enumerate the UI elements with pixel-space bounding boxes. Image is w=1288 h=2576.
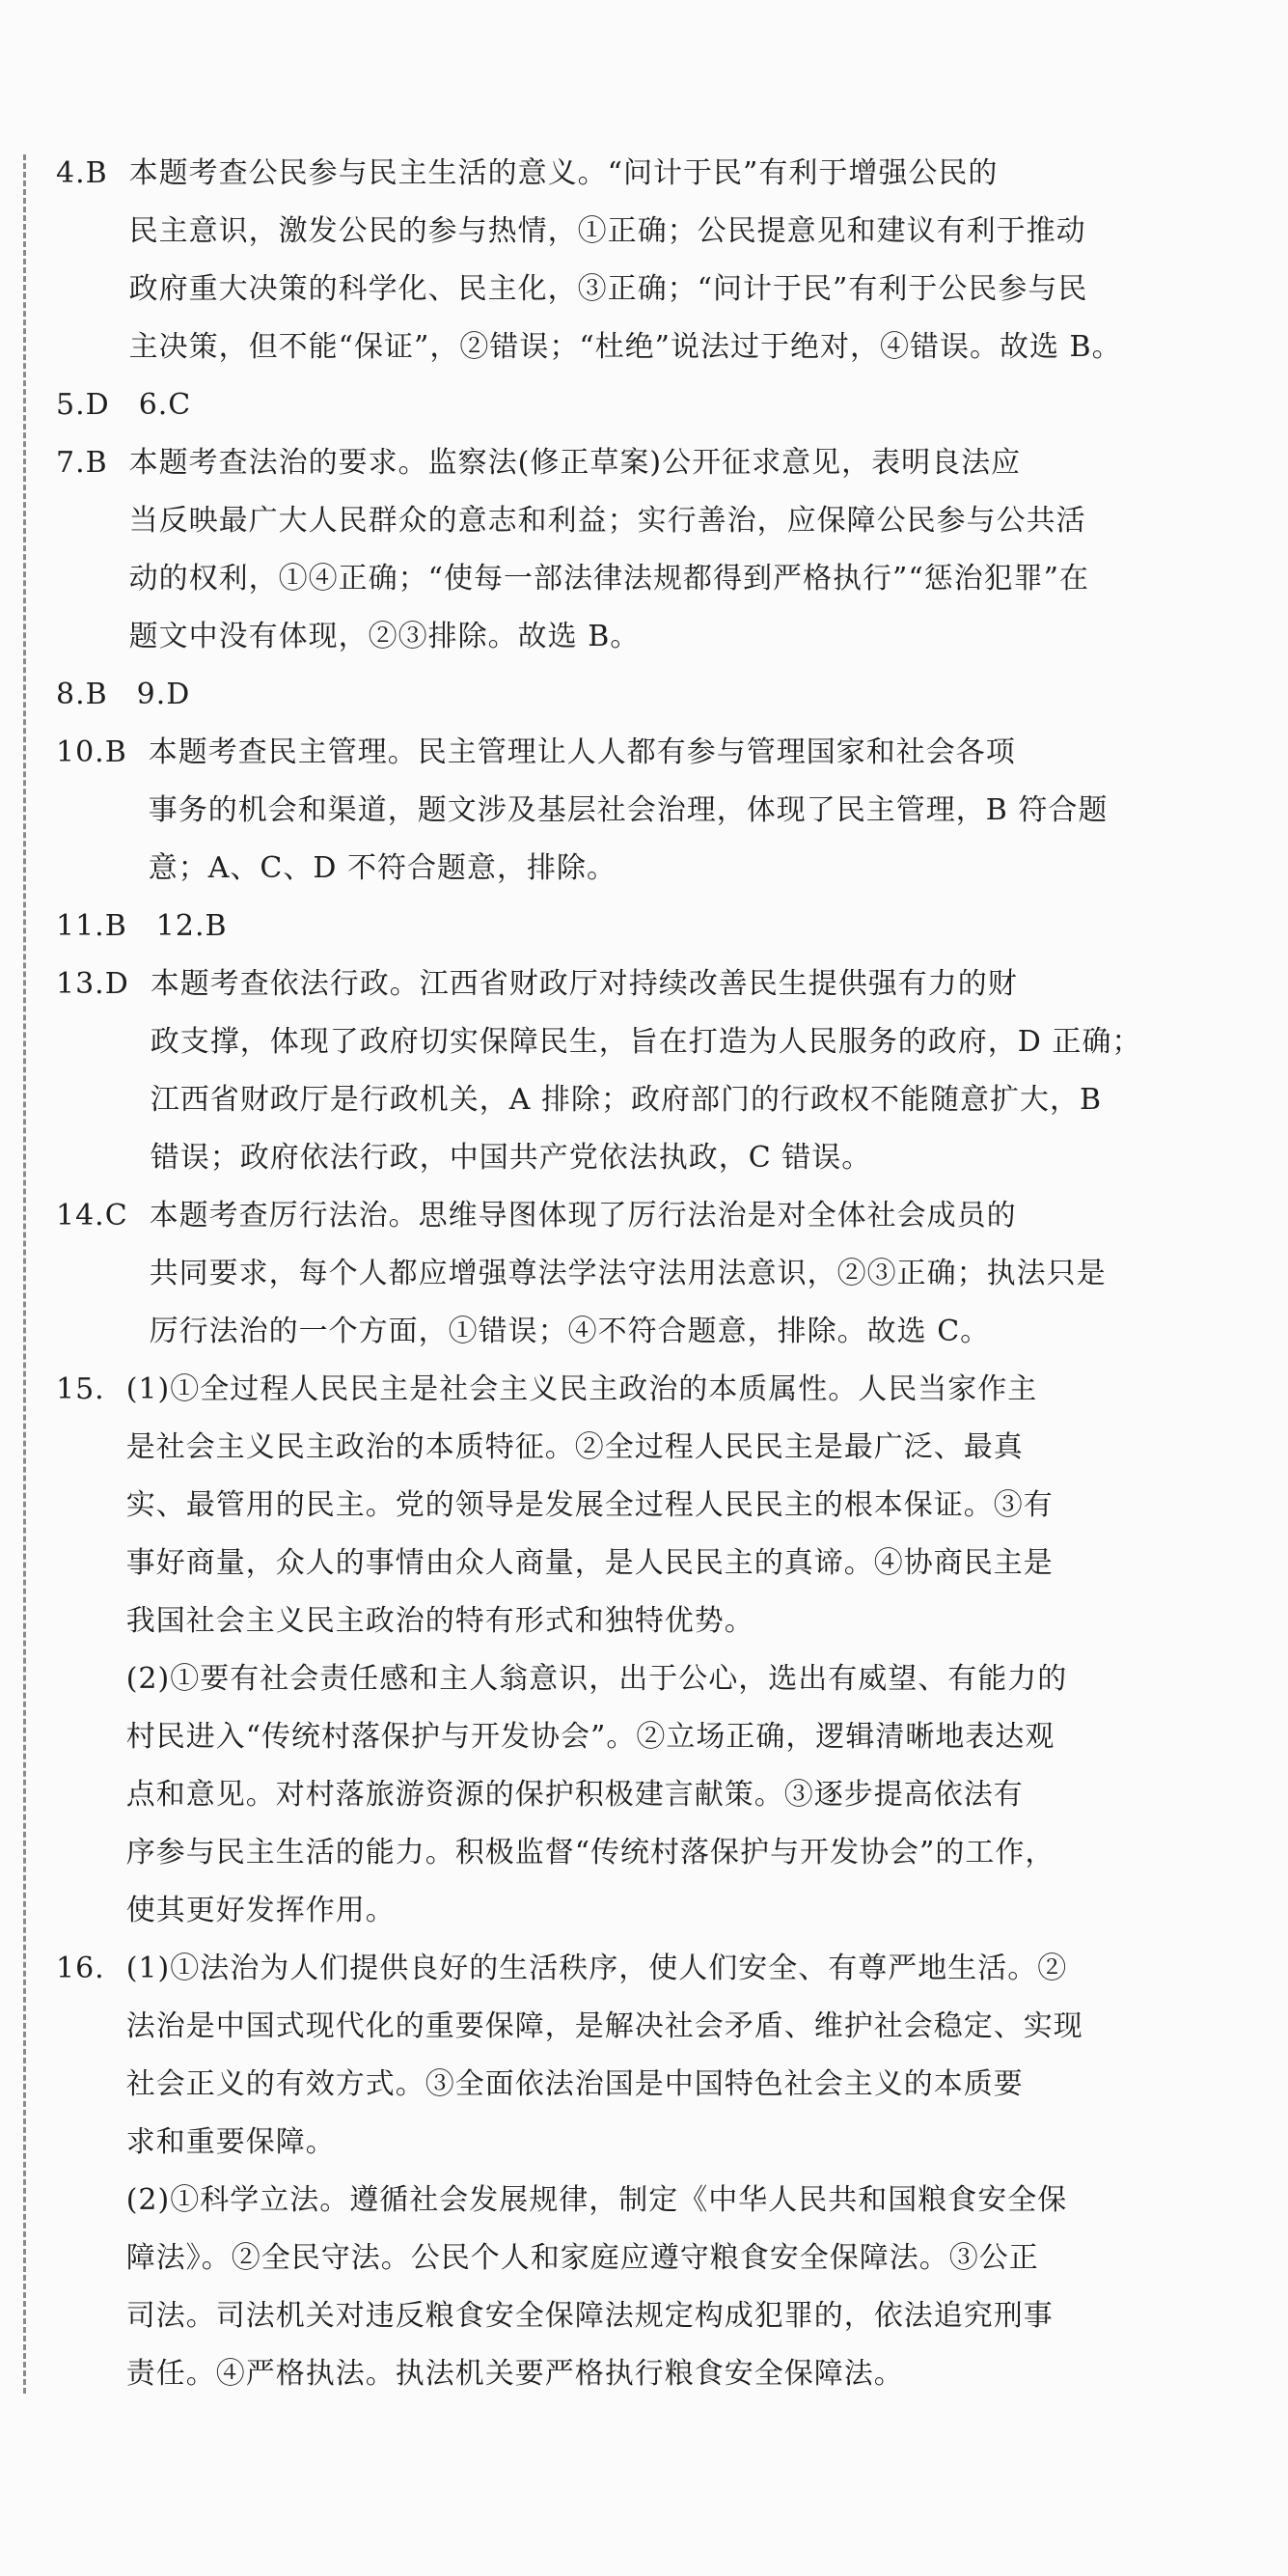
explanation-line: 法治是中国式现代化的重要保障，是解决社会矛盾、维护社会稳定、实现 <box>125 2009 1083 2043</box>
explanation-line: 使其更好发挥作用。 <box>125 1894 396 1927</box>
explanation-line: 责任。④严格执法。执法机关要严格执行粮食安全保障法。 <box>125 2357 904 2391</box>
explanation-line: 社会正义的有效方式。③全面依法治国是中国特色社会主义的本质要 <box>125 2067 1024 2101</box>
answer-explanation <box>126 1940 1127 2403</box>
explanation-line: 政府重大决策的科学化、民主化，③正确；“问计于民”有利于公民参与民 <box>128 272 1088 306</box>
explanation-line: 序参与民主生活的能力。积极监督“传统村落保护与开发协会”的工作， <box>125 1836 1055 1870</box>
explanation-line: 题文中没有体现，②③排除。故选 B。 <box>128 620 641 653</box>
explanation-line: 实、最管用的民主。党的领导是发展全过程人民民主的根本保证。③有 <box>125 1488 1054 1522</box>
answer-item <box>56 956 1142 1187</box>
answer-number: 8.B <box>56 678 108 711</box>
explanation-line: 本题考查公民参与民主生活的意义。“问计于民”有利于增强公民的 <box>128 156 999 190</box>
answer-number: 14.C <box>56 1199 128 1233</box>
explanation-line: 当反映最广大人民群众的意志和利益；实行善治，应保障公民参与公共活 <box>128 504 1086 538</box>
binding-margin-dashed-line <box>23 154 26 2394</box>
short-answer-row <box>56 666 1127 724</box>
short-answer-row <box>56 898 1127 956</box>
answer-number: 4.B <box>56 156 108 190</box>
answer-number: 16. <box>56 1952 105 1985</box>
explanation-line: 村民进入“传统村落保护与开发协会”。②立场正确，逻辑清晰地表达观 <box>125 1720 1055 1754</box>
answer-item <box>56 434 1127 666</box>
explanation-line: 本题考查民主管理。民主管理让人人都有参与管理国家和社会各项 <box>148 735 1016 769</box>
explanation-line: 动的权利，①④正确；“使每一部法律法规都得到严格执行”“惩治犯罪”在 <box>128 562 1090 596</box>
answer-explanation <box>129 434 1127 666</box>
short-answer-row <box>56 376 1127 434</box>
explanation-line: 江西省财政厅是行政机关，A 排除；政府部门的行政权不能随意扩大，B <box>150 1083 1103 1117</box>
explanation-line: (1)①法治为人们提供良好的生活秩序，使人们安全、有尊严地生活。② <box>125 1952 1068 1985</box>
explanation-line: (2)①科学立法。遵循社会发展规律，制定《中华人民共和国粮食安全保 <box>125 2183 1068 2217</box>
answer-item <box>56 1361 1127 1940</box>
answer-number: 15. <box>56 1372 105 1406</box>
explanation-line: 共同要求，每个人都应增强尊法学法守法用法意识，②③正确；执法只是 <box>149 1257 1107 1290</box>
answer-item <box>56 1187 1127 1361</box>
explanation-line: 事好商量，众人的事情由众人商量，是人民民主的真谛。④协商民主是 <box>125 1546 1054 1580</box>
explanation-line: (1)①全过程人民民主是社会主义民主政治的本质属性。人民当家作主 <box>125 1372 1038 1406</box>
answer-key-content <box>56 145 1142 2403</box>
answer-number: 9.D <box>136 678 191 711</box>
answer-item <box>56 145 1127 376</box>
answer-item <box>56 1940 1127 2403</box>
explanation-line: 我国社会主义民主政治的特有形式和独特优势。 <box>125 1604 754 1638</box>
explanation-line: 点和意见。对村落旅游资源的保护积极建言献策。③逐步提高依法有 <box>125 1778 1024 1812</box>
explanation-line: 司法。司法机关对违反粮食安全保障法规定构成犯罪的，依法追究刑事 <box>125 2299 1054 2333</box>
answer-explanation <box>149 724 1127 898</box>
answer-number: 7.B <box>56 446 108 480</box>
explanation-line: 错误；政府依法行政，中国共产党依法执政，C 错误。 <box>150 1141 872 1175</box>
explanation-line: (2)①要有社会责任感和主人翁意识，出于公心，选出有威望、有能力的 <box>125 1662 1068 1696</box>
answer-explanation <box>129 145 1127 376</box>
explanation-line: 意；A、C、D 不符合题意，排除。 <box>148 851 617 885</box>
explanation-line: 本题考查厉行法治。思维导图体现了厉行法治是对全体社会成员的 <box>149 1199 1017 1233</box>
explanation-line: 厉行法治的一个方面，①错误；④不符合题意，排除。故选 C。 <box>149 1315 991 1348</box>
explanation-line: 民主意识，激发公民的参与热情，①正确；公民提意见和建议有利于推动 <box>128 214 1086 248</box>
explanation-line: 障法》。②全民守法。公民个人和家庭应遵守粮食安全保障法。③公正 <box>125 2241 1039 2275</box>
explanation-line: 本题考查法治的要求。监察法(修正草案)公开征求意见，表明良法应 <box>128 446 1022 480</box>
answer-item <box>56 724 1127 898</box>
explanation-line: 是社会主义民主政治的本质特征。②全过程人民民主是最广泛、最真 <box>125 1430 1024 1464</box>
answer-number: 11.B <box>56 909 127 943</box>
explanation-line: 求和重要保障。 <box>125 2125 336 2159</box>
explanation-line: 事务的机会和渠道，题文涉及基层社会治理，体现了民主管理，B 符合题 <box>148 793 1109 827</box>
answer-explanation <box>150 956 1142 1187</box>
answer-explanation <box>126 1361 1127 1940</box>
answer-number: 12.B <box>155 909 228 943</box>
answer-number: 5.D <box>56 388 110 422</box>
explanation-line: 本题考查依法行政。江西省财政厅对持续改善民生提供强有力的财 <box>150 967 1018 1001</box>
explanation-line: 政支撑，体现了政府切实保障民生，旨在打造为人民服务的政府，D 正确； <box>150 1025 1142 1059</box>
answer-number: 10.B <box>56 735 127 769</box>
answer-number: 6.C <box>138 388 192 422</box>
answer-number: 13.D <box>56 967 129 1001</box>
answer-explanation <box>150 1187 1127 1361</box>
explanation-line: 主决策，但不能“保证”，②错误；“杜绝”说法过于绝对，④错误。故选 B。 <box>128 330 1122 364</box>
